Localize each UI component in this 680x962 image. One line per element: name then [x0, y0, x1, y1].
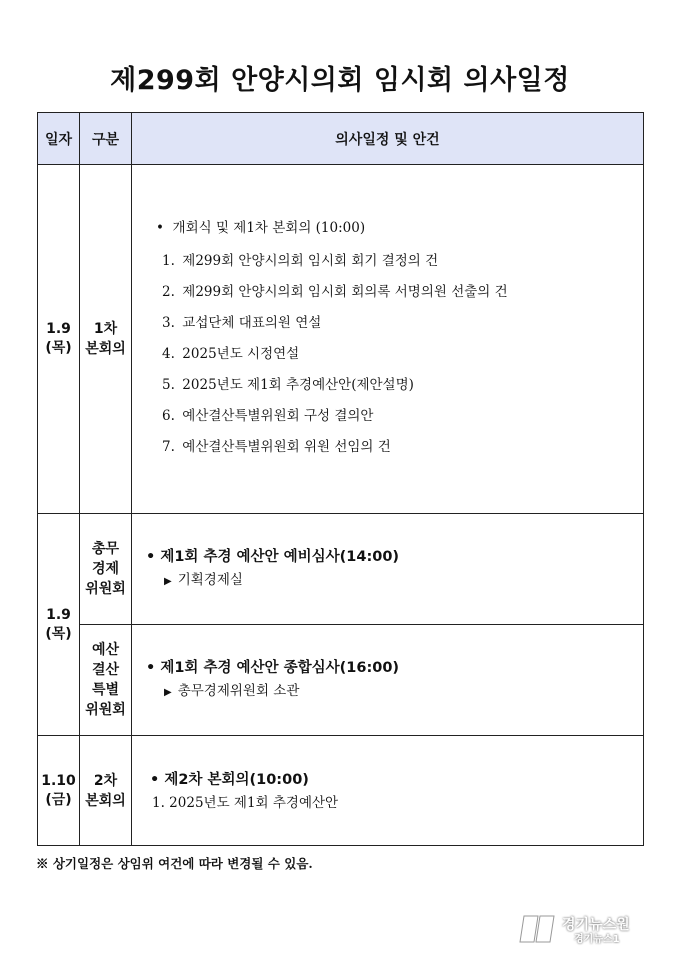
- watermark-logo: [518, 912, 658, 946]
- agenda-list: [162, 246, 643, 463]
- agenda-heading: 개회식 및 제1차 본회의 (10:00): [172, 219, 366, 236]
- list-item: 6. 예산결산특별위원회 구성 결의안: [162, 407, 374, 424]
- date-cell: [38, 736, 80, 846]
- header-type: 구분: [80, 113, 132, 165]
- agenda-sub: ▶ 총무경제위원회 소관: [164, 683, 300, 699]
- type-cell: 예산 결산 특별 위원회: [80, 625, 132, 736]
- list-item: 2. 제299회 안양시의회 임시회 회의록 서명의원 선출의 건: [162, 283, 508, 300]
- schedule-table: [37, 112, 644, 846]
- agenda-cell: [132, 625, 644, 736]
- weekday-text: (금): [45, 791, 72, 808]
- list-item: 7. 예산결산특별위원회 위원 선임의 건: [162, 438, 391, 455]
- footnote: ※ 상기일정은 상임위 여건에 따라 변경될 수 있음.: [36, 856, 313, 871]
- date-text: 1.10: [41, 772, 76, 789]
- list-item: 1. 제299회 안양시의회 임시회 회기 결정의 건: [162, 252, 439, 269]
- bullet-icon: •: [150, 771, 165, 788]
- bullet-icon: •: [146, 660, 161, 676]
- type-text: 1차: [93, 321, 118, 337]
- table-row: [38, 736, 644, 846]
- header-content: 의사일정 및 안건: [132, 113, 644, 165]
- document-title: 제299회 안양시의회 임시회 의사일정: [110, 65, 570, 96]
- agenda-bullet: [156, 216, 643, 240]
- date-text: 1.9: [46, 606, 71, 623]
- agenda-heading: • 제2차 본회의(10:00): [150, 771, 309, 788]
- date-cell: [38, 514, 80, 736]
- date-text: 1.9: [46, 321, 71, 337]
- header-date: 일자: [38, 113, 80, 165]
- type-text: 본회의: [85, 341, 126, 357]
- watermark-subtext: 경기뉴스1: [574, 934, 620, 945]
- bullet-icon: •: [156, 219, 173, 236]
- table-row: [38, 165, 644, 514]
- agenda-cell: [132, 165, 644, 514]
- bullet-icon: •: [146, 549, 161, 565]
- agenda-cell: [132, 514, 644, 625]
- agenda-cell: [132, 736, 644, 846]
- gnt-logo-icon: [518, 912, 558, 946]
- date-cell: [38, 165, 80, 514]
- type-cell: 2차 본회의: [80, 736, 132, 846]
- list-item: 3. 교섭단체 대표의원 연설: [162, 314, 322, 331]
- weekday-text: (목): [45, 625, 72, 642]
- type-cell: 총무 경제 위원회: [80, 514, 132, 625]
- weekday-text: (목): [45, 340, 72, 356]
- agenda-sub: ▶ 기획경제실: [164, 572, 243, 588]
- table-row: [38, 625, 644, 736]
- table-header-row: [38, 113, 644, 165]
- agenda-sub: 1. 2025년도 제1회 추경예산안: [152, 794, 339, 811]
- table-row: [38, 514, 644, 625]
- agenda-heading: • 제1회 추경 예산안 종합심사(16:00): [146, 660, 400, 676]
- type-cell: [80, 165, 132, 514]
- triangle-bullet-icon: ▶: [164, 576, 172, 587]
- watermark-text: 경기뉴스원: [562, 917, 630, 933]
- list-item: 4. 2025년도 시정연설: [162, 345, 300, 362]
- agenda-heading: • 제1회 추경 예산안 예비심사(14:00): [146, 549, 400, 565]
- triangle-bullet-icon: ▶: [164, 687, 172, 698]
- list-item: 5. 2025년도 제1회 추경예산안(제안설명): [162, 376, 414, 393]
